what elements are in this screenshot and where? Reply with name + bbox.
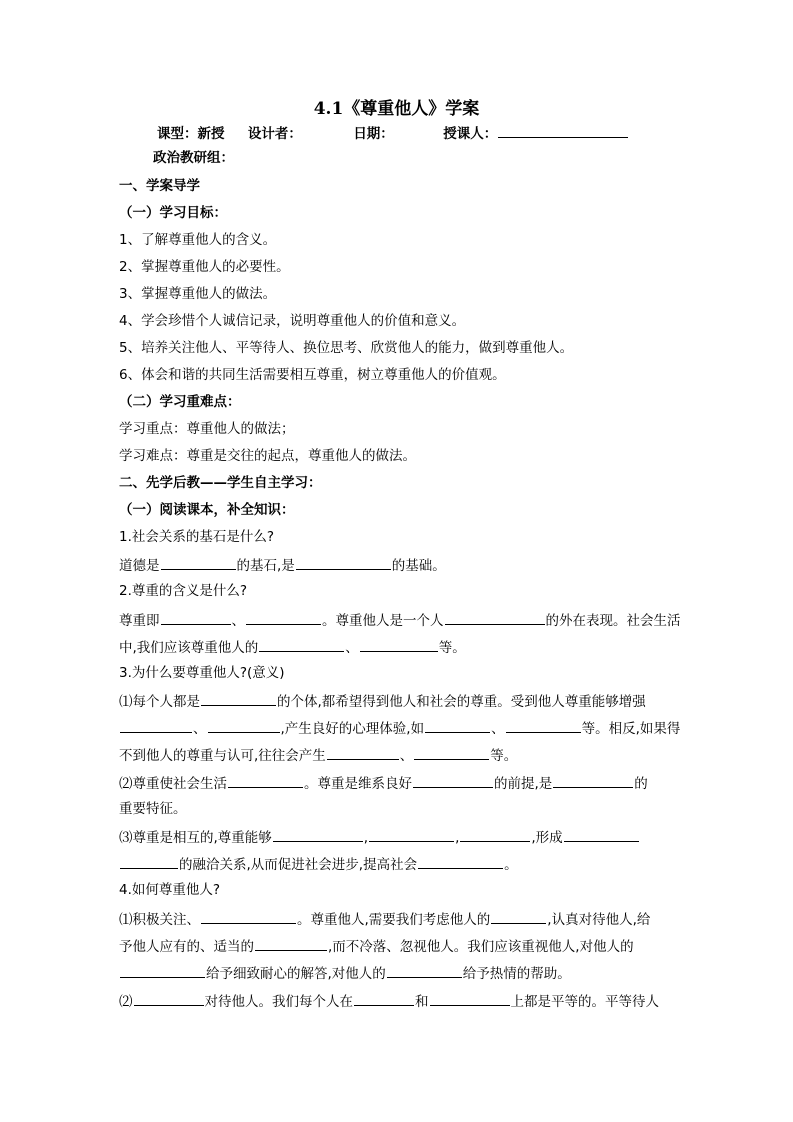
fill-blank[interactable] [414,744,489,760]
answer-line: ⑵尊重使社会生活 。尊重是维系良好 的前提,是 的 [119,772,679,794]
fill-blank[interactable] [120,853,178,869]
answer-line: 给予细致耐心的解答,对他人的 给予热情的帮助。 [119,962,679,984]
question: 4.如何尊重他人? [119,882,221,898]
answer-line: ⑶尊重是相互的,尊重能够 , , ,形成 [119,826,679,848]
fill-blank[interactable] [255,935,327,951]
fill-blank[interactable] [354,990,414,1006]
page-title: 4.1《尊重他人》学案 [313,99,480,119]
lesson-type: 课型：新授 [157,126,225,142]
answer-line: 的融洽关系,从而促进社会进步,提高社会 。 [119,853,679,875]
section-heading: 一、学案导学 [119,178,200,194]
fill-blank[interactable] [387,962,462,978]
subsection-heading: （二）学习重难点： [119,394,241,410]
fill-blank[interactable] [246,609,321,625]
goal-item: 1、了解尊重他人的含义。 [119,232,277,248]
question: 3.为什么要尊重他人?(意义) [119,665,285,681]
answer-line: 尊重即 、 。尊重他人是一个人 的外在表现。社会生活 [119,609,679,631]
fill-blank[interactable] [296,554,391,570]
fill-blank[interactable] [369,826,454,842]
goal-item: 6、体会和谐的共同生活需要相互尊重，树立尊重他人的价值观。 [119,367,506,383]
fill-blank[interactable] [460,826,530,842]
section-heading: 二、先学后教——学生自主学习： [119,475,322,491]
key-point: 学习重点：尊重他人的做法； [119,421,295,437]
teacher-label: 授课人： [443,126,498,142]
fill-blank[interactable] [564,826,639,842]
answer-line: 重要特征。 [119,801,187,817]
date-label: 日期： [353,126,394,142]
fill-blank[interactable] [360,636,438,652]
subsection-heading: （一）阅读课本，补全知识： [119,502,295,518]
answer-line: 道德是 的基石,是 的基础。 [119,554,679,576]
answer-line: ⑵ 对待他人。我们每个人在 和 上都是平等的。平等待人 [119,990,679,1012]
answer-line: ⑴每个人都是 的个体,都希望得到他人和社会的尊重。受到他人尊重能够增强 [119,690,679,712]
fill-blank[interactable] [413,772,493,788]
fill-blank[interactable] [425,717,490,733]
fill-blank[interactable] [120,717,192,733]
fill-blank[interactable] [134,990,204,1006]
question: 1.社会关系的基石是什么? [119,529,275,545]
teacher-blank[interactable] [498,122,628,138]
subsection-heading: （一）学习目标： [119,205,227,221]
answer-line: ⑴积极关注、 。尊重他人,需要我们考虑他人的 ,认真对待他人,给 [119,908,679,930]
goal-item: 5、培养关注他人、平等待人、换位思考、欣赏他人的能力，做到尊重他人。 [119,340,574,356]
fill-blank[interactable] [228,772,303,788]
fill-blank[interactable] [418,853,503,869]
fill-blank[interactable] [273,826,363,842]
fill-blank[interactable] [201,908,296,924]
answer-line: 、 ,产生良好的心理体验,如 、 等。相反,如果得 [119,717,679,739]
goal-item: 3、掌握尊重他人的做法。 [119,286,277,302]
fill-blank[interactable] [491,908,546,924]
fill-blank[interactable] [430,990,510,1006]
designer-label: 设计者： [247,126,302,142]
goal-item: 2、掌握尊重他人的必要性。 [119,259,290,275]
fill-blank[interactable] [208,717,280,733]
fill-blank[interactable] [327,744,399,760]
fill-blank[interactable] [506,717,581,733]
answer-line: 中,我们应该尊重他人的 、 等。 [119,636,679,658]
fill-blank[interactable] [445,609,545,625]
fill-blank[interactable] [161,554,236,570]
meta-line [157,122,717,144]
answer-line: 予他人应有的、适当的 ,而不冷落、忽视他人。我们应该重视他人,对他人的 [119,935,679,957]
fill-blank[interactable] [120,962,205,978]
answer-line: 不到他人的尊重与认可,往往会产生 、 等。 [119,744,679,766]
group-label: 政治教研组： [153,150,234,166]
difficult-point: 学习难点：尊重是交往的起点，尊重他人的做法。 [119,448,416,464]
fill-blank[interactable] [259,636,344,652]
fill-blank[interactable] [161,609,231,625]
fill-blank[interactable] [201,690,276,706]
question: 2.尊重的含义是什么? [119,583,248,599]
fill-blank[interactable] [553,772,633,788]
goal-item: 4、学会珍惜个人诚信记录，说明尊重他人的价值和意义。 [119,313,466,329]
